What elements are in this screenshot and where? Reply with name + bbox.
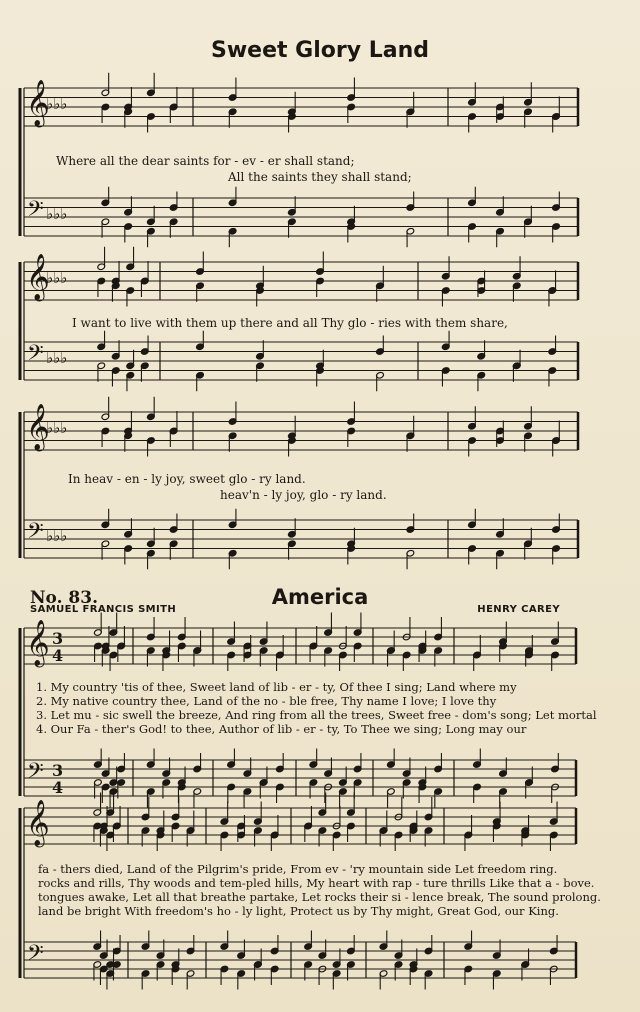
bass-clef-icon: 𝄢: [27, 759, 44, 789]
hymn-number: No. 83.: [30, 588, 98, 608]
words-credit: SAMUEL FRANCIS SMITH: [30, 604, 177, 615]
lyric-line: I want to live with them up there and all Thy glo - ries with them share,: [72, 316, 508, 330]
time-signature-digit: 4: [52, 778, 64, 797]
bass-clef-icon: 𝄢: [27, 941, 44, 971]
verse-1-line-2: fa - thers died, Land of the Pilgrim's pride, From ev - 'ry mountain side Let freedom ring.: [38, 862, 558, 876]
key-signature-icon: ♭♭♭: [46, 418, 68, 437]
key-signature-icon: ♭♭♭: [46, 204, 68, 223]
hymn-title-sweet-glory-land: Sweet Glory Land: [210, 38, 430, 63]
treble-clef-icon: 𝄞: [26, 800, 50, 846]
time-signature-digit: 3: [52, 629, 64, 648]
lyric-line: Where all the dear saints for - ev - er shall stand;: [56, 154, 355, 168]
bass-clef-icon: 𝄢: [27, 519, 44, 549]
treble-clef-icon: 𝄞: [26, 404, 50, 450]
treble-clef-icon: 𝄞: [26, 80, 50, 126]
verse-3-line-1: 3. Let mu - sic swell the breeze, And ring from all the trees, Sweet free - dom's song; Let mortal: [36, 708, 597, 722]
verse-4-line-1: 4. Our Fa - ther's God! to thee, Author of lib - er - ty, To Thee we sing; Long may our: [36, 722, 527, 736]
verse-4-line-2: land be bright With freedom's ho - ly light, Protect us by Thy might, Great God, our King.: [38, 904, 559, 918]
key-signature-icon: ♭♭♭: [46, 348, 68, 367]
key-signature-icon: ♭♭♭: [46, 94, 68, 113]
verse-2-line-1: 2. My native country thee, Land of the no - ble free, Thy name I love; I love thy: [36, 694, 497, 708]
bass-clef-icon: 𝄢: [27, 197, 44, 227]
lyric-line: All the saints they shall stand;: [228, 170, 412, 184]
treble-clef-icon: 𝄞: [26, 620, 50, 666]
lyric-line: In heav - en - ly joy, sweet glo - ry land.: [68, 472, 306, 486]
verse-2-line-2: rocks and rills, Thy woods and tem-pled hills, My heart with rap - ture thrills Like that a - bove.: [38, 876, 595, 890]
hymn-title-america: America: [271, 585, 369, 609]
bass-clef-icon: 𝄢: [27, 341, 44, 371]
lyric-line: heav'n - ly joy, glo - ry land.: [220, 488, 387, 502]
time-signature-digit: 3: [52, 761, 64, 780]
key-signature-icon: ♭♭♭: [46, 268, 68, 287]
time-signature-digit: 4: [52, 646, 64, 665]
treble-clef-icon: 𝄞: [26, 254, 50, 300]
verse-3-line-2: tongues awake, Let all that breathe partake, Let rocks their si - lence break, The sound prolong.: [38, 890, 601, 904]
music-credit: HENRY CAREY: [477, 604, 560, 615]
verse-1-line-1: 1. My country 'tis of thee, Sweet land of lib - er - ty, Of thee I sing; Land where my: [36, 680, 517, 694]
key-signature-icon: ♭♭♭: [46, 526, 68, 545]
